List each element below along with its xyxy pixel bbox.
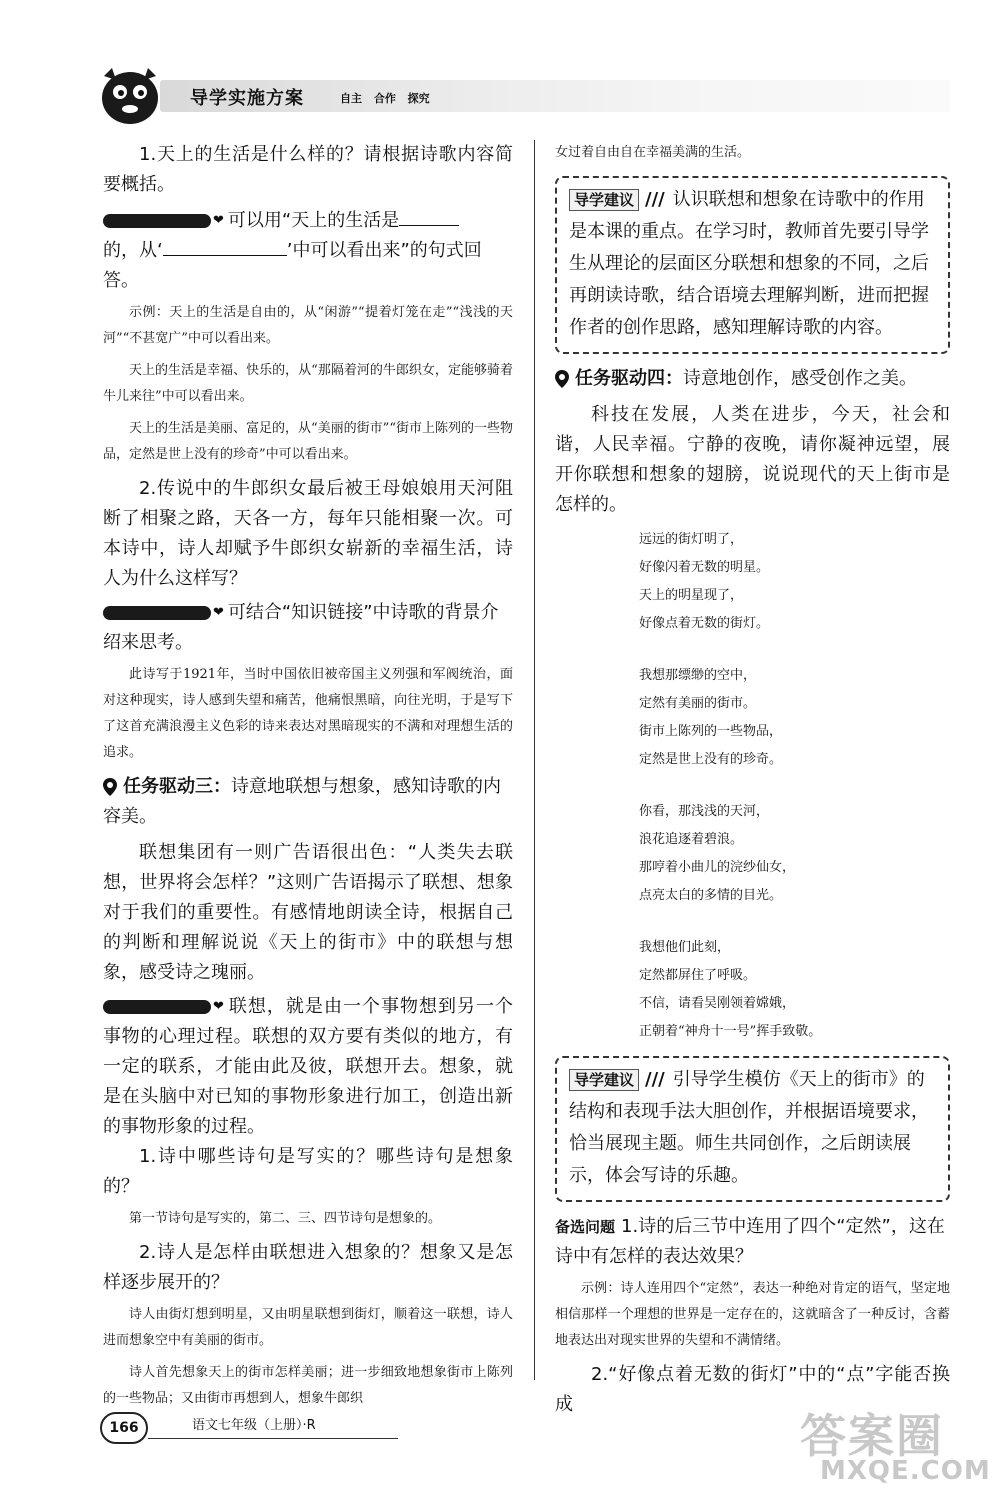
tip-2: ❤ 可结合“知识链接”中诗歌的背景介绍来思考。 bbox=[103, 598, 513, 658]
task-4-body: 科技在发展，人类在进步，今天，社会和谐，人民幸福。宁静的夜晚，请你凝神远望，展开你联想和想象的翅膀，说说现代的天上街市是怎样的。 bbox=[555, 404, 950, 515]
poem-line: 点亮太白的多情的目光。 bbox=[639, 888, 783, 903]
slashes-icon: /// bbox=[645, 189, 665, 210]
question-2: 2.传说中的牛郎织女最后被王母娘娘用天河阻断了相聚之路，天各一方，每年只能相聚一次。可本诗中，诗人却赋予牛郎织女崭新的幸福生活，诗人为什么这样写？ bbox=[103, 478, 513, 589]
answer-text: 诗人首先想象天上的街市怎样美丽；进一步细致地想象街市上陈列的一些物品；又由街市再想到人，想象牛郎织 bbox=[103, 1365, 513, 1406]
question-1: 1.天上的生活是什么样的？请根据诗歌内容简要概括。 bbox=[103, 144, 513, 195]
poem-line: 我想那缥缈的空中， bbox=[639, 668, 757, 683]
poem-line: 好像闪着无数的明星。 bbox=[639, 560, 770, 575]
location-pin-icon bbox=[103, 778, 117, 796]
answer-text: 第一节诗句是写实的，第二、三、四节诗句是想象的。 bbox=[129, 1211, 442, 1226]
tip-marker-icon bbox=[103, 606, 211, 620]
poem-line: 天上的明星现了， bbox=[639, 588, 744, 603]
poem-line: 定然都屏住了呼吸。 bbox=[639, 968, 757, 983]
answer-text: 天上的生活是幸福、快乐的，从“那隔着河的牛郎织女，定能够骑着牛儿来往”中可以看出来。 bbox=[103, 363, 513, 404]
mascot-logo-icon bbox=[90, 62, 170, 132]
slashes-icon: /// bbox=[645, 1069, 665, 1090]
column-divider bbox=[534, 140, 535, 1380]
poem-line: 定然有美丽的街市。 bbox=[639, 696, 757, 711]
site-watermark bbox=[780, 1400, 990, 1490]
backup-question-2: 2.“好像点着无数的街灯”中的“点”字能否换成 bbox=[555, 1364, 950, 1415]
tip-marker-icon bbox=[103, 214, 211, 228]
teaching-suggestion-box-1: 导学建议 /// 认识联想和想象在诗歌中的作用是本课的重点。在学习时，教师首先要引导学生从理论的层面区分联想和想象的不同，之后再朗读诗歌，结合语境去理解判断，进而把握作者的创作思路，感知理解诗歌的内容。 bbox=[555, 176, 950, 354]
task-3-question-2: 2.诗人是怎样由联想进入想象的？想象又是怎样逐步展开的？ bbox=[103, 1242, 513, 1293]
left-column bbox=[103, 140, 513, 1418]
backup-question-tag: 备选问题 bbox=[555, 1218, 616, 1236]
watermark-url: MXQE.COM bbox=[820, 1456, 991, 1486]
book-title: 语文七年级（上册）·R bbox=[192, 1418, 316, 1433]
poem-line: 远远的街灯明了， bbox=[639, 532, 744, 547]
tip-1: ❤ 可以用“天上的生活是 的，从‘ ’中可以看出来”的句式回答。 bbox=[103, 206, 513, 296]
answer-text: 此诗写于1921年，当时中国依旧被帝国主义列强和军阀统治，面对这种现实，诗人感到失望和痛苦，他痛恨黑暗，向往光明，于是写下了这首充满浪漫主义色彩的诗来表达对黑暗现实的不满和对理想生活的追求。 bbox=[103, 667, 513, 760]
poem-stanza bbox=[639, 934, 950, 1046]
poem-line: 浪花追逐着碧浪。 bbox=[639, 832, 744, 847]
poem-line: 街市上陈列的一些物品， bbox=[639, 724, 783, 739]
poem-line: 定然是世上没有的珍奇。 bbox=[639, 752, 783, 767]
tip-marker-icon bbox=[103, 1000, 211, 1014]
watermark-text: 答案圈 bbox=[800, 1409, 944, 1463]
right-column bbox=[555, 140, 950, 1420]
poem-line: 那哼着小曲儿的浣纱仙女， bbox=[639, 860, 796, 875]
answer-text: 示例：诗人连用四个“定然”，表达一种绝对肯定的语气，坚定地相信那样一个理想的世界是一定存在的，这就暗含了一种反讨，含蓄地表达出对现实世界的失望和不满情绪。 bbox=[555, 1281, 950, 1348]
task-3-heading: 任务驱动三：诗意地联想与想象，感知诗歌的内容美。 bbox=[103, 776, 501, 827]
poem-line: 正朝着“神舟十一号”挥手致敬。 bbox=[639, 1024, 822, 1039]
suggestion-tag: 导学建议 bbox=[569, 189, 639, 211]
poem-stanza bbox=[639, 526, 950, 638]
answer-blank bbox=[399, 207, 459, 226]
answer-text: 示例：天上的生活是自由的，从“闲游”“提着灯笼在走”“浅浅的天河”“不甚宽广”中可以看出来。 bbox=[103, 305, 513, 346]
poem-stanza bbox=[639, 662, 950, 774]
answer-text: 天上的生活是美丽、富足的，从“美丽的街市”“街市上陈列的一些物品，定然是世上没有的珍奇”中可以看出来。 bbox=[103, 421, 513, 462]
task-3-body: 联想集团有一则广告语很出色：“人类失去联想，世界将会怎样？”这则广告语揭示了联想、想象对于我们的重要性。有感情地朗读全诗，根据自己的判断和理解说说《天上的街市》中的联想与想象，感受诗之瑰丽。 bbox=[103, 842, 513, 983]
task-4-heading: 任务驱动四：诗意地创作，感受创作之美。 bbox=[555, 364, 950, 394]
heart-icon: ❤ bbox=[213, 605, 224, 620]
task-3-question-1: 1.诗中哪些诗句是写实的？哪些诗句是想象的？ bbox=[103, 1146, 513, 1197]
heart-icon: ❤ bbox=[213, 213, 224, 228]
answer-blank bbox=[163, 237, 287, 256]
poem-line: 我想他们此刻， bbox=[639, 940, 731, 955]
suggestion-tag: 导学建议 bbox=[569, 1069, 639, 1091]
page-number: 166 bbox=[100, 1412, 148, 1444]
poem-line: 好像点着无数的街灯。 bbox=[639, 616, 770, 631]
answer-continuation: 女过着自由自在幸福美满的生活。 bbox=[555, 145, 751, 160]
backup-question-1: 备选问题 1.诗的后三节中连用了四个“定然”，这在诗中有怎样的表达效果？ bbox=[555, 1216, 945, 1267]
location-pin-icon bbox=[555, 370, 569, 388]
footer-rule bbox=[148, 1438, 398, 1439]
header-title: 导学实施方案 bbox=[190, 88, 304, 109]
page-footer bbox=[100, 1408, 400, 1448]
header-tags: 自主 合作 探究 bbox=[340, 92, 430, 105]
poem-line: 不信，请看吴刚领着嫦娥， bbox=[639, 996, 796, 1011]
heart-icon: ❤ bbox=[213, 999, 224, 1014]
tip-3: ❤ 联想，就是由一个事物想到另一个事物的心理过程。联想的双方要有类似的地方，有一定的联系，才能由此及彼，联想开去。想象，就是在头脑中对已知的事物形象进行加工，创造出新的事物形象的过程。 bbox=[103, 992, 513, 1142]
teaching-suggestion-box-2: 导学建议 /// 引导学生模仿《天上的街市》的结构和表现手法大胆创作，并根据语境要求，恰当展现主题。师生共同创作，之后朗读展示，体会写诗的乐趣。 bbox=[555, 1056, 950, 1202]
page-header bbox=[90, 62, 950, 118]
poem-line: 你看，那浅浅的天河， bbox=[639, 804, 770, 819]
sample-poem bbox=[639, 526, 950, 1046]
answer-text: 诗人由街灯想到明星，又由明星联想到街灯，顺着这一联想，诗人进而想象空中有美丽的街市。 bbox=[103, 1307, 513, 1348]
poem-stanza bbox=[639, 798, 950, 910]
